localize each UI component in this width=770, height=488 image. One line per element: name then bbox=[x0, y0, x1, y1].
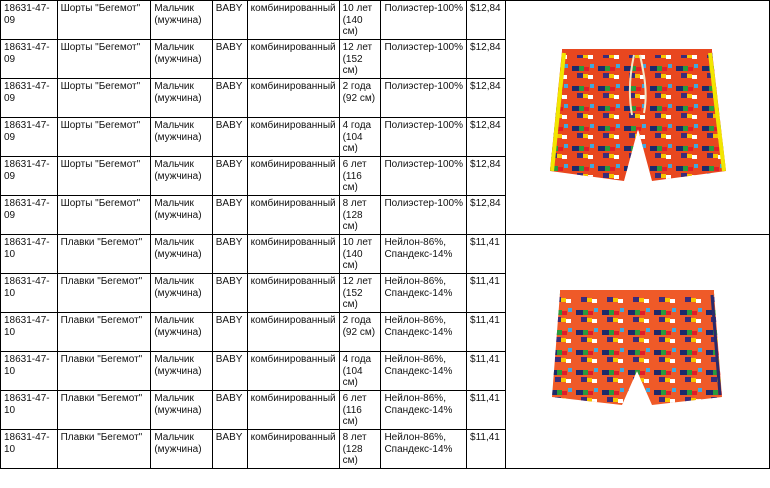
brand-cell: BABY bbox=[212, 79, 247, 118]
sku-cell: 18631-47-10 bbox=[1, 352, 58, 391]
size-cell: 10 лет (140 см) bbox=[339, 235, 381, 274]
product-name-cell: Плавки "Бегемот" bbox=[57, 313, 151, 352]
price-cell: $12,84 bbox=[467, 1, 506, 40]
material-cell: Полиэстер-100% bbox=[381, 196, 467, 235]
brand-cell: BABY bbox=[212, 40, 247, 79]
gender-cell: Мальчик (мужчина) bbox=[151, 79, 212, 118]
price-cell: $12,84 bbox=[467, 196, 506, 235]
material-cell: Полиэстер-100% bbox=[381, 79, 467, 118]
gender-cell: Мальчик (мужчина) bbox=[151, 118, 212, 157]
material-cell: Нейлон-86%, Спандекс-14% bbox=[381, 352, 467, 391]
size-cell: 8 лет (128 см) bbox=[339, 430, 381, 469]
color-cell: комбинированный bbox=[247, 391, 339, 430]
product-name-cell: Плавки "Бегемот" bbox=[57, 391, 151, 430]
size-cell: 2 года (92 см) bbox=[339, 79, 381, 118]
price-cell: $11,41 bbox=[467, 352, 506, 391]
product-name-cell: Шорты "Бегемот" bbox=[57, 118, 151, 157]
color-cell: комбинированный bbox=[247, 274, 339, 313]
material-cell: Нейлон-86%, Спандекс-14% bbox=[381, 235, 467, 274]
swim-trunks-image bbox=[548, 287, 726, 417]
price-cell: $11,41 bbox=[467, 274, 506, 313]
size-cell: 8 лет (128 см) bbox=[339, 196, 381, 235]
price-cell: $11,41 bbox=[467, 313, 506, 352]
brand-cell: BABY bbox=[212, 391, 247, 430]
brand-cell: BABY bbox=[212, 313, 247, 352]
size-cell: 2 года (92 см) bbox=[339, 313, 381, 352]
brand-cell: BABY bbox=[212, 196, 247, 235]
sku-cell: 18631-47-09 bbox=[1, 79, 58, 118]
brand-cell: BABY bbox=[212, 352, 247, 391]
gender-cell: Мальчик (мужчина) bbox=[151, 313, 212, 352]
color-cell: комбинированный bbox=[247, 118, 339, 157]
brand-cell: BABY bbox=[212, 235, 247, 274]
product-name-cell: Плавки "Бегемот" bbox=[57, 274, 151, 313]
color-cell: комбинированный bbox=[247, 1, 339, 40]
size-cell: 6 лет (116 см) bbox=[339, 157, 381, 196]
table-row bbox=[1, 235, 770, 274]
color-cell: комбинированный bbox=[247, 79, 339, 118]
material-cell: Нейлон-86%, Спандекс-14% bbox=[381, 274, 467, 313]
product-name-cell: Плавки "Бегемот" bbox=[57, 352, 151, 391]
material-cell: Полиэстер-100% bbox=[381, 40, 467, 79]
color-cell: комбинированный bbox=[247, 235, 339, 274]
size-cell: 4 года (104 см) bbox=[339, 118, 381, 157]
price-cell: $11,41 bbox=[467, 391, 506, 430]
product-name-cell: Шорты "Бегемот" bbox=[57, 79, 151, 118]
product-image-cell bbox=[505, 1, 769, 235]
material-cell: Полиэстер-100% bbox=[381, 157, 467, 196]
color-cell: комбинированный bbox=[247, 157, 339, 196]
color-cell: комбинированный bbox=[247, 430, 339, 469]
sku-cell: 18631-47-10 bbox=[1, 430, 58, 469]
brand-cell: BABY bbox=[212, 430, 247, 469]
size-cell: 4 года (104 см) bbox=[339, 352, 381, 391]
product-image-cell bbox=[505, 235, 769, 469]
gender-cell: Мальчик (мужчина) bbox=[151, 352, 212, 391]
color-cell: комбинированный bbox=[247, 352, 339, 391]
swim-shorts-image bbox=[544, 43, 730, 193]
size-cell: 6 лет (116 см) bbox=[339, 391, 381, 430]
brand-cell: BABY bbox=[212, 1, 247, 40]
size-cell: 10 лет (140 см) bbox=[339, 1, 381, 40]
material-cell: Нейлон-86%, Спандекс-14% bbox=[381, 391, 467, 430]
product-name-cell: Плавки "Бегемот" bbox=[57, 430, 151, 469]
material-cell: Нейлон-86%, Спандекс-14% bbox=[381, 430, 467, 469]
gender-cell: Мальчик (мужчина) bbox=[151, 430, 212, 469]
product-name-cell: Шорты "Бегемот" bbox=[57, 196, 151, 235]
gender-cell: Мальчик (мужчина) bbox=[151, 391, 212, 430]
gender-cell: Мальчик (мужчина) bbox=[151, 157, 212, 196]
material-cell: Нейлон-86%, Спандекс-14% bbox=[381, 313, 467, 352]
gender-cell: Мальчик (мужчина) bbox=[151, 40, 212, 79]
sku-cell: 18631-47-10 bbox=[1, 391, 58, 430]
sku-cell: 18631-47-09 bbox=[1, 196, 58, 235]
gender-cell: Мальчик (мужчина) bbox=[151, 274, 212, 313]
material-cell: Полиэстер-100% bbox=[381, 118, 467, 157]
product-name-cell: Шорты "Бегемот" bbox=[57, 40, 151, 79]
product-name-cell: Шорты "Бегемот" bbox=[57, 1, 151, 40]
price-cell: $12,84 bbox=[467, 40, 506, 79]
size-cell: 12 лет (152 см) bbox=[339, 40, 381, 79]
table-row bbox=[1, 1, 770, 40]
sku-cell: 18631-47-09 bbox=[1, 1, 58, 40]
brand-cell: BABY bbox=[212, 118, 247, 157]
sku-cell: 18631-47-10 bbox=[1, 235, 58, 274]
sku-cell: 18631-47-10 bbox=[1, 274, 58, 313]
gender-cell: Мальчик (мужчина) bbox=[151, 1, 212, 40]
sku-cell: 18631-47-09 bbox=[1, 118, 58, 157]
price-cell: $11,41 bbox=[467, 430, 506, 469]
product-name-cell: Плавки "Бегемот" bbox=[57, 235, 151, 274]
brand-cell: BABY bbox=[212, 274, 247, 313]
gender-cell: Мальчик (мужчина) bbox=[151, 235, 212, 274]
color-cell: комбинированный bbox=[247, 196, 339, 235]
price-cell: $12,84 bbox=[467, 79, 506, 118]
color-cell: комбинированный bbox=[247, 313, 339, 352]
color-cell: комбинированный bbox=[247, 40, 339, 79]
material-cell: Полиэстер-100% bbox=[381, 1, 467, 40]
brand-cell: BABY bbox=[212, 157, 247, 196]
price-cell: $11,41 bbox=[467, 235, 506, 274]
size-cell: 12 лет (152 см) bbox=[339, 274, 381, 313]
sku-cell: 18631-47-10 bbox=[1, 313, 58, 352]
price-cell: $12,84 bbox=[467, 157, 506, 196]
sku-cell: 18631-47-09 bbox=[1, 157, 58, 196]
product-name-cell: Шорты "Бегемот" bbox=[57, 157, 151, 196]
sku-cell: 18631-47-09 bbox=[1, 40, 58, 79]
price-cell: $12,84 bbox=[467, 118, 506, 157]
gender-cell: Мальчик (мужчина) bbox=[151, 196, 212, 235]
